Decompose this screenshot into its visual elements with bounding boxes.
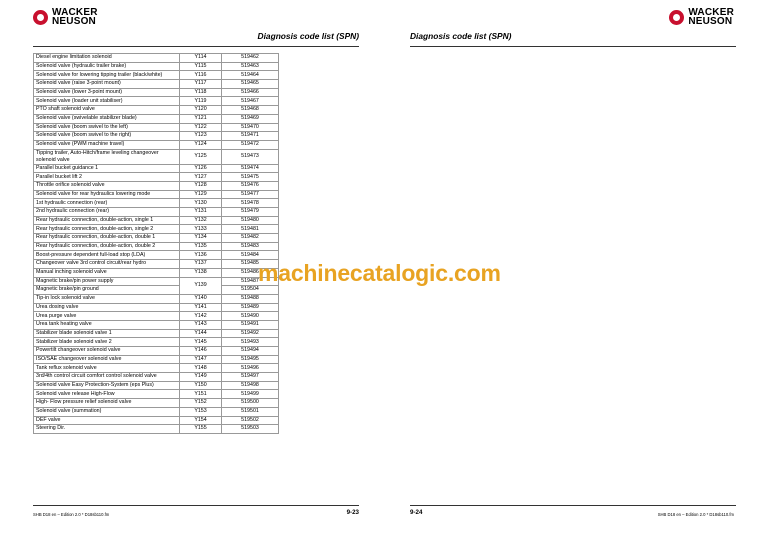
row-spn-code: 519504 (222, 286, 279, 295)
row-description: Solenoid valve for rear hydraulics lowering mode (34, 190, 180, 199)
row-description: Tip-in lock solenoid valve (34, 294, 180, 303)
row-description: 2nd hydraulic connection (rear) (34, 208, 180, 217)
table-row (34, 373, 279, 382)
row-spn-code: 519470 (222, 123, 279, 132)
row-description: Throttle orifice solenoid valve (34, 181, 180, 190)
row-component-code: Y130 (180, 199, 222, 208)
row-spn-code: 519501 (222, 407, 279, 416)
table-row (34, 312, 279, 321)
row-spn-code: 519487 (222, 277, 279, 286)
row-component-code: Y122 (180, 123, 222, 132)
row-description: Rear hydraulic connection, double-action, double 1 (34, 234, 180, 243)
row-spn-code: 519500 (222, 399, 279, 408)
row-spn-code: 519468 (222, 106, 279, 115)
table-row (34, 149, 279, 164)
row-spn-code: 519464 (222, 71, 279, 80)
watermark-text: machinecatalogic.com (258, 260, 501, 286)
footer-rule (33, 505, 359, 506)
table-row (34, 71, 279, 80)
table-row (34, 320, 279, 329)
page-number: 9-23 (346, 509, 359, 516)
row-description: Powertilt changeover solenoid valve (34, 347, 180, 356)
page-number: 9-24 (410, 509, 423, 516)
table-row (34, 355, 279, 364)
table-row (34, 347, 279, 356)
page-title: Diagnosis code list (SPN) (410, 31, 512, 41)
row-component-code: Y135 (180, 242, 222, 251)
row-component-code: Y155 (180, 425, 222, 434)
table-row (34, 132, 279, 141)
row-spn-code: 519469 (222, 114, 279, 123)
row-spn-code: 519481 (222, 225, 279, 234)
table-row (34, 190, 279, 199)
row-description: Steering Dir. (34, 425, 180, 434)
row-description: Rear hydraulic connection, double-action, single 2 (34, 225, 180, 234)
row-component-code: Y121 (180, 114, 222, 123)
row-spn-code: 519493 (222, 338, 279, 347)
row-description: Tipping trailer, Auto-Hitch/frame leveling changeover solenoid valve (34, 149, 180, 164)
table-row (34, 140, 279, 149)
row-component-code: Y137 (180, 260, 222, 269)
row-component-code: Y149 (180, 373, 222, 382)
row-description: Parallel bucket lift 2 (34, 173, 180, 182)
table-row (34, 216, 279, 225)
row-description: Manual inching solenoid valve (34, 268, 180, 277)
table-row (34, 164, 279, 173)
footer-edition: SHB D18 en – Edition 2.0 * D18sb110.fm (657, 512, 734, 517)
table-row (34, 338, 279, 347)
row-spn-code: 519482 (222, 234, 279, 243)
table-row (34, 416, 279, 425)
row-description: Solenoid valve Easy Protection-System (eps Plus) (34, 381, 180, 390)
row-component-code: Y114 (180, 54, 222, 63)
brand-mark-icon (669, 10, 684, 25)
row-description: Stabilizer blade solenoid valve 2 (34, 338, 180, 347)
table-row (34, 364, 279, 373)
row-spn-code: 519477 (222, 190, 279, 199)
row-spn-code: 519466 (222, 88, 279, 97)
row-component-code: Y143 (180, 320, 222, 329)
table-row (34, 277, 279, 286)
row-description: Solenoid valve (boom swivel to the left) (34, 123, 180, 132)
table-row (34, 234, 279, 243)
row-spn-code: 519485 (222, 260, 279, 269)
table-row (34, 54, 279, 63)
row-description: Magnetic brake/pin power supply (34, 277, 180, 286)
header-rule (33, 46, 359, 47)
row-description: Solenoid valve (raise 3-point mount) (34, 80, 180, 89)
row-description: Solenoid valve (summation) (34, 407, 180, 416)
table-row (34, 225, 279, 234)
row-component-code: Y152 (180, 399, 222, 408)
row-spn-code: 519472 (222, 140, 279, 149)
row-component-code: Y147 (180, 355, 222, 364)
row-component-code: Y120 (180, 106, 222, 115)
row-spn-code: 519491 (222, 320, 279, 329)
table-row (34, 199, 279, 208)
row-spn-code: 519473 (222, 149, 279, 164)
table-row (34, 251, 279, 260)
row-description: Solenoid valve release High-Flow (34, 390, 180, 399)
row-spn-code: 519475 (222, 173, 279, 182)
row-component-code: Y124 (180, 140, 222, 149)
table-row (34, 123, 279, 132)
brand-line-1: WACKER (688, 7, 734, 18)
footer-rule (410, 505, 736, 506)
table-row (34, 407, 279, 416)
row-description: Solenoid valve (swivelable stabilizer blade) (34, 114, 180, 123)
row-spn-code: 519478 (222, 199, 279, 208)
row-component-code: Y131 (180, 208, 222, 217)
row-description: Urea tank heating valve (34, 320, 180, 329)
table-row (34, 208, 279, 217)
table-row (34, 294, 279, 303)
row-description: Solenoid valve (loader unit stabiliser) (34, 97, 180, 106)
row-spn-code: 519499 (222, 390, 279, 399)
row-component-code: Y134 (180, 234, 222, 243)
row-component-code: Y117 (180, 80, 222, 89)
row-component-code: Y145 (180, 338, 222, 347)
table-row (34, 80, 279, 89)
row-component-code: Y138 (180, 268, 222, 277)
row-component-code: Y128 (180, 181, 222, 190)
row-description: Magnetic brake/pin ground (34, 286, 180, 295)
table-row (34, 106, 279, 115)
row-description: Urea dosing valve (34, 303, 180, 312)
row-description: PTO shaft solenoid valve (34, 106, 180, 115)
row-spn-code: 519494 (222, 347, 279, 356)
row-component-code: Y150 (180, 381, 222, 390)
row-description: Stabilizer blade solenoid valve 1 (34, 329, 180, 338)
row-spn-code: 519495 (222, 355, 279, 364)
row-component-code: Y127 (180, 173, 222, 182)
row-spn-code: 519489 (222, 303, 279, 312)
brand-line-2: NEUSON (688, 16, 733, 27)
row-description: Solenoid valve (PWM machine travel) (34, 140, 180, 149)
row-spn-code: 519498 (222, 381, 279, 390)
table-row (34, 399, 279, 408)
row-component-code: Y116 (180, 71, 222, 80)
row-component-code: Y153 (180, 407, 222, 416)
row-description: 3rd/4th control circuit comfort control solenoid valve (34, 373, 180, 382)
table-row (34, 242, 279, 251)
row-spn-code: 519488 (222, 294, 279, 303)
header-rule (410, 46, 736, 47)
row-spn-code: 519479 (222, 208, 279, 217)
row-component-code: Y146 (180, 347, 222, 356)
row-spn-code: 519480 (222, 216, 279, 225)
row-component-code: Y126 (180, 164, 222, 173)
row-spn-code: 519471 (222, 132, 279, 141)
row-description: Rear hydraulic connection, double-action, single 1 (34, 216, 180, 225)
row-description: Solenoid valve for lowering tipping trailer (black/white) (34, 71, 180, 80)
row-description: Solenoid valve (lower 3-point mount) (34, 88, 180, 97)
table-row (34, 390, 279, 399)
table-row (34, 88, 279, 97)
row-spn-code: 519465 (222, 80, 279, 89)
row-spn-code: 519502 (222, 416, 279, 425)
row-spn-code: 519476 (222, 181, 279, 190)
row-component-code: Y133 (180, 225, 222, 234)
row-description: Urea purge valve (34, 312, 180, 321)
table-row (34, 97, 279, 106)
row-component-code: Y136 (180, 251, 222, 260)
row-spn-code: 519503 (222, 425, 279, 434)
row-description: 1st hydraulic connection (rear) (34, 199, 180, 208)
row-description: Solenoid valve (boom swivel to the right) (34, 132, 180, 141)
row-spn-code: 519483 (222, 242, 279, 251)
row-component-code: Y119 (180, 97, 222, 106)
row-spn-code: 519484 (222, 251, 279, 260)
row-description: Changeover valve 3rd control circuit/rear hydro (34, 260, 180, 269)
row-component-code: Y151 (180, 390, 222, 399)
row-component-code: Y115 (180, 62, 222, 71)
row-component-code: Y118 (180, 88, 222, 97)
wacker-neuson-logo (669, 8, 734, 26)
table-row (34, 173, 279, 182)
row-spn-code: 519496 (222, 364, 279, 373)
row-description: ISO/SAE changeover solenoid valve (34, 355, 180, 364)
row-component-code: Y129 (180, 190, 222, 199)
table-row (34, 329, 279, 338)
row-component-code: Y123 (180, 132, 222, 141)
table-row (34, 268, 279, 277)
row-component-code: Y142 (180, 312, 222, 321)
row-description: Tank reflux solenoid valve (34, 364, 180, 373)
spn-table (33, 53, 279, 434)
row-component-code: Y139 (180, 277, 222, 294)
brand-mark-icon (33, 10, 48, 25)
table-row (34, 381, 279, 390)
row-spn-code: 519492 (222, 329, 279, 338)
table-row (34, 425, 279, 434)
row-component-code: Y154 (180, 416, 222, 425)
footer-edition: SHB D18 en – Edition 2.0 * D18sb110.fm (33, 512, 110, 517)
table-row (34, 260, 279, 269)
row-description: Parallel bucket guidance 1 (34, 164, 180, 173)
row-component-code: Y140 (180, 294, 222, 303)
row-component-code: Y144 (180, 329, 222, 338)
row-spn-code: 519497 (222, 373, 279, 382)
row-spn-code: 519467 (222, 97, 279, 106)
row-component-code: Y141 (180, 303, 222, 312)
row-spn-code: 519474 (222, 164, 279, 173)
row-spn-code: 519486 (222, 268, 279, 277)
row-component-code: Y148 (180, 364, 222, 373)
row-spn-code: 519463 (222, 62, 279, 71)
brand-line-2: NEUSON (52, 16, 96, 27)
row-description: Boost-pressure dependent full-load stop (LDA) (34, 251, 180, 260)
table-row (34, 62, 279, 71)
row-spn-code: 519490 (222, 312, 279, 321)
row-component-code: Y132 (180, 216, 222, 225)
table-row (34, 303, 279, 312)
page-title: Diagnosis code list (SPN) (257, 31, 359, 41)
table-row (34, 181, 279, 190)
brand-line-1: WACKER (52, 7, 98, 18)
row-description: DEF valve (34, 416, 180, 425)
wacker-neuson-logo (33, 8, 98, 26)
row-description: Solenoid valve (hydraulic trailer brake) (34, 62, 180, 71)
table-row (34, 286, 279, 295)
row-spn-code: 519462 (222, 54, 279, 63)
table-row (34, 114, 279, 123)
row-component-code: Y125 (180, 149, 222, 164)
row-description: Diesel engine limitation solenoid (34, 54, 180, 63)
row-description: High- Flow pressure relief solenoid valve (34, 399, 180, 408)
row-description: Rear hydraulic connection, double-action, double 2 (34, 242, 180, 251)
